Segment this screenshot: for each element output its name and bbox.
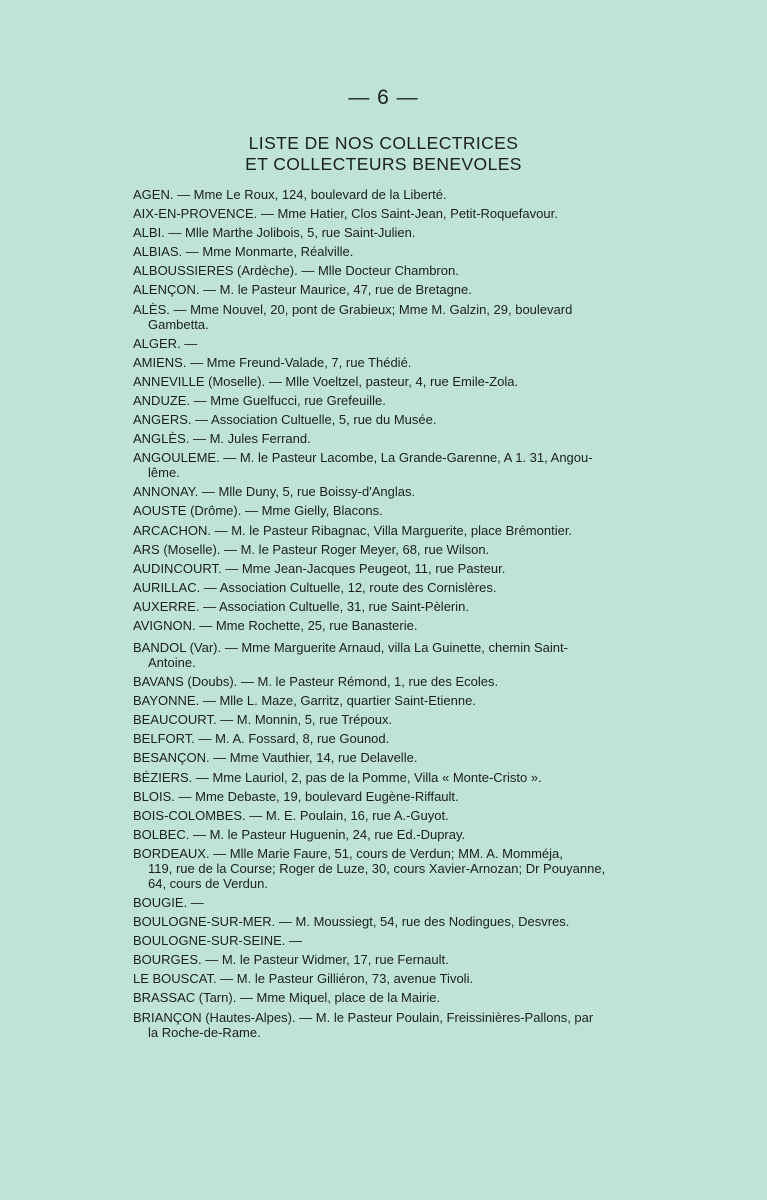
list-item — [133, 431, 695, 446]
list-item — [133, 336, 695, 351]
page-title — [0, 133, 767, 175]
entry-text: AMIENS. — Mme Freund-Valade, 7, rue Thédié. — [133, 354, 412, 370]
entry-text: ALBIAS. — Mme Monmarte, Réalville. — [133, 244, 354, 260]
list-item — [133, 712, 695, 727]
list-item — [133, 206, 695, 221]
list-item — [133, 244, 695, 259]
list-item — [133, 393, 695, 408]
entry-text: BEAUCOURT. — M. Monnin, 5, rue Trépoux. — [133, 712, 393, 728]
entry-text: BLOIS. — Mme Debaste, 19, boulevard Eugène-Riffault. — [133, 788, 459, 804]
entry-text: ALÈS. — Mme Nouvel, 20, pont de Grabieux; Mme M. Galzin, 29, boulevard — [133, 301, 573, 317]
entry-text: AURILLAC. — Association Cultuelle, 12, route des Cornislères. — [133, 579, 497, 595]
list-item — [133, 846, 695, 891]
list-item — [133, 952, 695, 967]
list-item — [133, 503, 695, 518]
list-item — [133, 599, 695, 614]
entry-text: ALGER. — — [133, 335, 198, 351]
entry-text: BELFORT. — M. A. Fossard, 8, rue Gounod. — [133, 731, 390, 747]
entry-text: BÉZIERS. — Mme Lauriol, 2, pas de la Pomme, Villa « Monte-Cristo ». — [133, 769, 542, 785]
list-item — [133, 263, 695, 278]
list-item — [133, 674, 695, 689]
entry-text: ALENÇON. — M. le Pasteur Maurice, 47, rue de Bretagne. — [133, 282, 472, 298]
list-item — [133, 895, 695, 910]
entry-text: BRIANÇON (Hautes-Alpes). — M. le Pasteur Poulain, Freissinières-Pallons, par — [133, 1009, 594, 1025]
list-item — [133, 789, 695, 804]
list-item — [133, 580, 695, 595]
entry-text: ANNEVILLE (Moselle). — Mlle Voeltzel, pasteur, 4, rue Emile-Zola. — [133, 373, 519, 389]
entry-continuation: lême. — [148, 465, 180, 481]
entry-text: BRASSAC (Tarn). — Mme Miquel, place de la Mairie. — [133, 990, 441, 1006]
entry-text: ANGLÈS. — M. Jules Ferrand. — [133, 431, 311, 447]
list-item — [133, 750, 695, 765]
list-item — [133, 561, 695, 576]
list-item — [133, 770, 695, 785]
list-item — [133, 990, 695, 1005]
entry-text: AVIGNON. — Mme Rochette, 25, rue Banasterie. — [133, 617, 418, 633]
title-line-1: LISTE DE NOS COLLECTRICES — [248, 133, 519, 153]
entry-text: AGEN. — Mme Le Roux, 124, boulevard de la Liberté. — [133, 187, 447, 202]
list-item — [133, 355, 695, 370]
entry-text: AOUSTE (Drôme). — Mme Gielly, Blacons. — [133, 503, 383, 519]
title-line-2: ET COLLECTEURS BENEVOLES — [245, 154, 522, 174]
entry-text: AUDINCOURT. — Mme Jean-Jacques Peugeot, 11, rue Pasteur. — [133, 560, 506, 576]
list-item — [133, 484, 695, 499]
entry-text: ARCACHON. — M. le Pasteur Ribagnac, Villa Marguerite, place Brémontier. — [133, 522, 573, 538]
collector-list — [133, 187, 695, 1044]
list-item — [133, 808, 695, 823]
entry-text: ANGERS. — Association Cultuelle, 5, rue du Musée. — [133, 412, 437, 428]
entry-continuation: la Roche-de-Rame. — [148, 1024, 261, 1040]
entry-text: ALBI. — Mlle Marthe Jolibois, 5, rue Saint-Julien. — [133, 225, 416, 241]
list-item — [133, 412, 695, 427]
entry-text: BAVANS (Doubs). — M. le Pasteur Rémond, 1, rue des Ecoles. — [133, 674, 499, 690]
entry-text: BOURGES. — M. le Pasteur Widmer, 17, rue Fernault. — [133, 952, 449, 968]
list-item — [133, 302, 695, 332]
entry-text: BANDOL (Var). — Mme Marguerite Arnaud, villa La Guinette, chemin Saint- — [133, 639, 568, 655]
entry-text: ARS (Moselle). — M. le Pasteur Roger Meyer, 68, rue Wilson. — [133, 541, 490, 557]
entry-text: BOLBEC. — M. le Pasteur Huguenin, 24, rue Ed.-Dupray. — [133, 826, 466, 842]
entry-text: BOULOGNE-SUR-MER. — M. Moussiegt, 54, rue des Nodingues, Desvres. — [133, 914, 570, 930]
entry-text: ANDUZE. — Mme Guelfucci, rue Grefeuille. — [133, 392, 386, 408]
list-item — [133, 933, 695, 948]
entry-continuation: Gambetta. — [148, 316, 209, 332]
entry-text: ANGOULEME. — M. le Pasteur Lacombe, La Grande-Garenne, A 1. 31, Angou- — [133, 450, 593, 466]
list-item — [133, 225, 695, 240]
entry-text: ALBOUSSIERES (Ardèche). — Mlle Docteur Chambron. — [133, 263, 459, 279]
entry-text: LE BOUSCAT. — M. le Pasteur Gilliéron, 73, avenue Tivoli. — [133, 971, 474, 987]
list-item — [133, 523, 695, 538]
list-item — [133, 693, 695, 708]
list-item — [133, 282, 695, 297]
entry-text: ANNONAY. — Mlle Duny, 5, rue Boissy-d'Anglas. — [133, 484, 416, 500]
entry-text: BOULOGNE-SUR-SEINE. — — [133, 933, 303, 949]
list-item — [133, 187, 695, 202]
list-item — [133, 971, 695, 986]
entry-text: BOIS-COLOMBES. — M. E. Poulain, 16, rue A.-Guyot. — [133, 807, 449, 823]
list-item — [133, 731, 695, 746]
entry-text: AIX-EN-PROVENCE. — Mme Hatier, Clos Saint-Jean, Petit-Roquefavour. — [133, 206, 558, 222]
list-item — [133, 1010, 695, 1040]
entry-text: BORDEAUX. — Mlle Marie Faure, 51, cours de Verdun; MM. A. Momméja, — [133, 845, 563, 861]
list-item — [133, 374, 695, 389]
list-item — [133, 542, 695, 557]
entry-continuation: Antoine. — [148, 654, 196, 670]
list-item — [133, 827, 695, 842]
list-item — [133, 618, 695, 633]
entry-continuation: 64, cours de Verdun. — [148, 875, 268, 891]
entry-continuation: 119, rue de la Course; Roger de Luze, 30, cours Xavier-Arnozan; Dr Pouyanne, — [148, 860, 606, 876]
entry-text: BOUGIE. — — [133, 895, 204, 910]
entry-text: AUXERRE. — Association Cultuelle, 31, rue Saint-Pèlerin. — [133, 598, 469, 614]
list-item — [133, 914, 695, 929]
entry-text: BAYONNE. — Mlle L. Maze, Garritz, quartier Saint-Etienne. — [133, 693, 476, 709]
list-item — [133, 450, 695, 480]
page-number: — 6 — — [348, 86, 419, 109]
entry-text: BESANÇON. — Mme Vauthier, 14, rue Delavelle. — [133, 750, 418, 766]
list-item — [133, 640, 695, 670]
